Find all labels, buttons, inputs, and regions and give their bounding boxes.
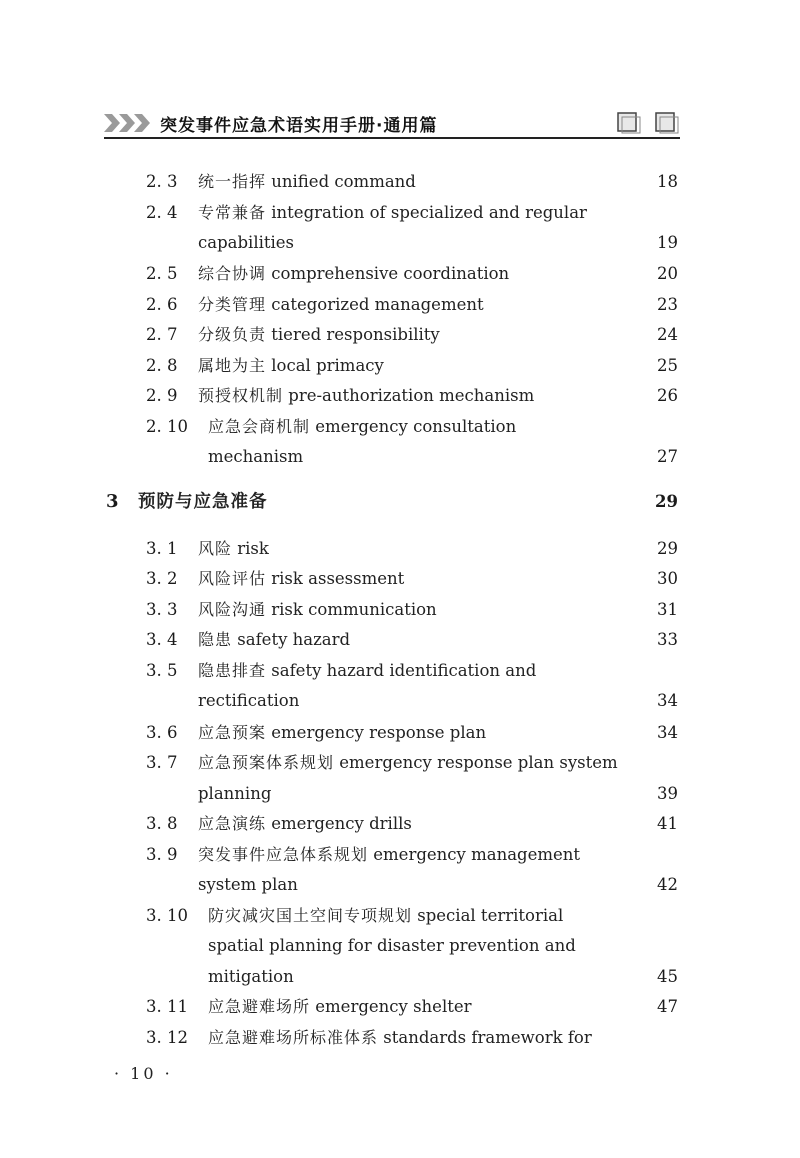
- dot-leader: [317, 442, 648, 472]
- dot-leader: [523, 259, 648, 289]
- dot-leader: [486, 992, 648, 1022]
- page-number-ref: 19: [657, 233, 678, 252]
- page-number-ref: 45: [657, 967, 678, 986]
- entry-title-zh: 分级负责: [198, 325, 267, 344]
- entry-title: [198, 718, 486, 748]
- entry-title: [208, 992, 472, 1022]
- entry-title: [198, 534, 269, 564]
- page-number-ref: 18: [657, 172, 678, 191]
- dot-leader-dots: [548, 381, 648, 411]
- entry-title-zh: 预授权机制: [198, 386, 284, 405]
- entry-number: 2. 7: [146, 325, 178, 344]
- entry-title: [198, 381, 534, 411]
- toc-entry-continuation: [0, 779, 800, 809]
- dot-leader: [308, 228, 648, 258]
- entry-title-continued: mechanism: [208, 447, 304, 466]
- entry-title-en: safety hazard identification and: [271, 661, 537, 680]
- dot-leader-dots: [486, 992, 648, 1022]
- toc-entry: [0, 595, 800, 625]
- entry-number: 3. 12: [146, 1028, 188, 1047]
- dot-leader: [364, 625, 648, 655]
- toc-entry: [0, 290, 800, 320]
- toc-entry-continuation: [0, 962, 800, 992]
- toc-entry: [0, 534, 800, 564]
- entry-title: [198, 320, 440, 350]
- dot-leader-dots: [523, 259, 648, 289]
- toc-entry-continuation: [0, 442, 800, 472]
- page-number-ref: 34: [657, 723, 678, 742]
- entry-number: 2. 6: [146, 295, 178, 314]
- entry-title-en: special territorial: [417, 906, 564, 925]
- entry-title: [198, 595, 437, 625]
- entry-number: 2. 8: [146, 356, 178, 375]
- page-number-ref: 41: [657, 814, 678, 833]
- toc-entry: [0, 748, 800, 778]
- entry-title-zh: 应急预案体系规划: [198, 753, 335, 772]
- entry-title-en: emergency response plan system: [339, 753, 618, 772]
- entry-title-continued: system plan: [198, 875, 298, 894]
- dot-leader: [430, 167, 648, 197]
- entry-title: [208, 412, 516, 442]
- entry-title-zh: 隐患排查: [198, 661, 267, 680]
- toc-entry: [0, 167, 800, 197]
- toc-entry: [0, 381, 800, 411]
- entry-title-zh: 预防与应急准备: [138, 492, 268, 512]
- page-number-ref: 39: [657, 784, 678, 803]
- entry-title-en: safety hazard: [237, 630, 351, 649]
- entry-title-zh: 分类管理: [198, 295, 267, 314]
- dot-leader: [426, 809, 648, 839]
- entry-number: 3. 8: [146, 814, 178, 833]
- entry-number: 3. 11: [146, 997, 188, 1016]
- entry-title-en: risk assessment: [271, 569, 405, 588]
- entry-title-en: tiered responsibility: [271, 325, 440, 344]
- page-number-ref: 31: [657, 600, 678, 619]
- entry-number: 2. 10: [146, 417, 188, 436]
- entry-title-zh: 风险沟通: [198, 600, 267, 619]
- entry-title-en: emergency response plan: [271, 723, 487, 742]
- dot-leader-dots: [317, 442, 648, 472]
- dot-leader-dots: [500, 718, 648, 748]
- page-number-ref: 30: [657, 569, 678, 588]
- dot-leader-dots: [418, 564, 648, 594]
- toc-entry: [0, 351, 800, 381]
- entry-number: 2. 5: [146, 264, 178, 283]
- entry-title: [138, 487, 268, 517]
- dot-leader-dots: [454, 320, 648, 350]
- header-rule: [104, 137, 680, 139]
- entry-title-zh: 应急预案: [198, 723, 267, 742]
- entry-title-continued: planning: [198, 784, 272, 803]
- entry-title: [208, 1023, 592, 1053]
- entry-title: [198, 290, 484, 320]
- page-number-ref: 29: [657, 539, 678, 558]
- dot-leader: [451, 595, 648, 625]
- book-title: 突发事件应急术语实用手册·通用篇: [160, 116, 438, 136]
- dot-leader-dots: [426, 809, 648, 839]
- toc-entry-continuation: [0, 228, 800, 258]
- entry-title-zh: 风险评估: [198, 569, 267, 588]
- dot-leader-dots: [308, 228, 648, 258]
- dot-leader: [283, 534, 648, 564]
- entry-title-en: categorized management: [271, 295, 484, 314]
- entry-title-en: integration of specialized and regular: [271, 203, 587, 222]
- page-number-ref: 33: [657, 630, 678, 649]
- dot-leader-dots: [283, 534, 648, 564]
- entry-title-zh: 突发事件应急体系规划: [198, 845, 369, 864]
- entry-title-continued: mitigation: [208, 967, 294, 986]
- dot-leader: [282, 487, 649, 517]
- entry-title: [198, 809, 412, 839]
- entry-title-zh: 综合协调: [198, 264, 267, 283]
- toc-entry-continuation: [0, 870, 800, 900]
- toc-entry: [0, 625, 800, 655]
- toc-entry: [0, 1023, 800, 1053]
- entry-number: 3. 5: [146, 661, 178, 680]
- page-number-ref: 29: [655, 492, 678, 511]
- entry-number: 2. 3: [146, 172, 178, 191]
- dot-leader: [548, 381, 648, 411]
- toc-entry: [0, 564, 800, 594]
- dot-leader-dots: [313, 686, 648, 716]
- entry-title: [198, 840, 580, 870]
- dot-leader: [418, 564, 648, 594]
- dot-leader: [498, 290, 648, 320]
- toc-entry: [0, 901, 800, 931]
- dot-leader: [312, 870, 648, 900]
- entry-title-zh: 应急避难场所标准体系: [208, 1028, 379, 1047]
- dot-leader: [308, 962, 648, 992]
- entry-title-en: standards framework for: [383, 1028, 592, 1047]
- page-number-ref: 47: [657, 997, 678, 1016]
- entry-title-en: risk: [237, 539, 269, 558]
- square-ornament-icon: [614, 110, 680, 134]
- toc-entry: [0, 840, 800, 870]
- dot-leader-dots: [282, 487, 649, 517]
- page-number-ref: 24: [657, 325, 678, 344]
- entry-title-en: emergency drills: [271, 814, 412, 833]
- page-number-ref: 25: [657, 356, 678, 375]
- dot-leader-dots: [430, 167, 648, 197]
- toc-entry-continuation: [0, 931, 800, 961]
- entry-title-continued: capabilities: [198, 233, 295, 252]
- entry-number: 3. 10: [146, 906, 188, 925]
- toc-entry: [0, 320, 800, 350]
- entry-number: 3. 6: [146, 723, 178, 742]
- page-number-ref: 34: [657, 691, 678, 710]
- entry-title: [198, 564, 404, 594]
- toc-entry: [0, 259, 800, 289]
- entry-number: 3. 1: [146, 539, 178, 558]
- entry-title-continued: rectification: [198, 691, 300, 710]
- toc-chapter: [0, 487, 800, 517]
- entry-title-zh: 应急会商机制: [208, 417, 311, 436]
- dot-leader: [398, 351, 648, 381]
- entry-title-en: emergency consultation: [315, 417, 517, 436]
- page-number-ref: 23: [657, 295, 678, 314]
- toc-entry-continuation: [0, 686, 800, 716]
- page-number: · 10 ·: [114, 1064, 173, 1083]
- entry-number: 3. 9: [146, 845, 178, 864]
- dot-leader-dots: [398, 351, 648, 381]
- dot-leader-dots: [451, 595, 648, 625]
- toc-entry: [0, 198, 800, 228]
- entry-number: 2. 4: [146, 203, 178, 222]
- entry-number: 3. 7: [146, 753, 178, 772]
- toc-entry: [0, 656, 800, 686]
- dot-leader-dots: [498, 290, 648, 320]
- entry-title: [208, 901, 563, 931]
- dot-leader: [500, 718, 648, 748]
- entry-title-continued: spatial planning for disaster prevention and: [208, 936, 576, 955]
- entry-title: [198, 656, 536, 686]
- entry-title-zh: 应急演练: [198, 814, 267, 833]
- dot-leader-dots: [308, 962, 648, 992]
- entry-title-zh: 专常兼备: [198, 203, 267, 222]
- entry-title-zh: 统一指挥: [198, 172, 267, 191]
- dot-leader-dots: [285, 779, 648, 809]
- entry-title-zh: 风险: [198, 539, 233, 558]
- entry-title-en: emergency management: [373, 845, 581, 864]
- toc-entry: [0, 992, 800, 1022]
- dot-leader: [313, 686, 648, 716]
- page-number-ref: 42: [657, 875, 678, 894]
- dot-leader: [454, 320, 648, 350]
- entry-title: [198, 748, 618, 778]
- entry-title-zh: 防灾减灾国土空间专项规划: [208, 906, 413, 925]
- page-number-ref: 26: [657, 386, 678, 405]
- entry-title-en: unified command: [271, 172, 416, 191]
- entry-title: [198, 167, 416, 197]
- entry-number: 3. 4: [146, 630, 178, 649]
- toc-entry: [0, 809, 800, 839]
- entry-title-zh: 属地为主: [198, 356, 267, 375]
- page-number-ref: 27: [657, 447, 678, 466]
- entry-title-zh: 隐患: [198, 630, 233, 649]
- entry-title-zh: 应急避难场所: [208, 997, 311, 1016]
- chevron-decoration-icon: [104, 112, 152, 134]
- toc-entry: [0, 412, 800, 442]
- dot-leader: [285, 779, 648, 809]
- entry-title-en: emergency shelter: [315, 997, 472, 1016]
- entry-number: 2. 9: [146, 386, 178, 405]
- entry-title: [198, 625, 350, 655]
- entry-title-en: comprehensive coordination: [271, 264, 510, 283]
- page-number-ref: 20: [657, 264, 678, 283]
- dot-leader-dots: [364, 625, 648, 655]
- entry-title-en: pre-authorization mechanism: [288, 386, 535, 405]
- entry-title: [198, 259, 509, 289]
- entry-title-en: risk communication: [271, 600, 437, 619]
- entry-number: 3. 3: [146, 600, 178, 619]
- entry-title: [198, 351, 384, 381]
- entry-title: [198, 198, 587, 228]
- entry-title-en: local primacy: [271, 356, 384, 375]
- entry-number: 3: [106, 491, 119, 512]
- toc-entry: [0, 718, 800, 748]
- dot-leader-dots: [312, 870, 648, 900]
- entry-number: 3. 2: [146, 569, 178, 588]
